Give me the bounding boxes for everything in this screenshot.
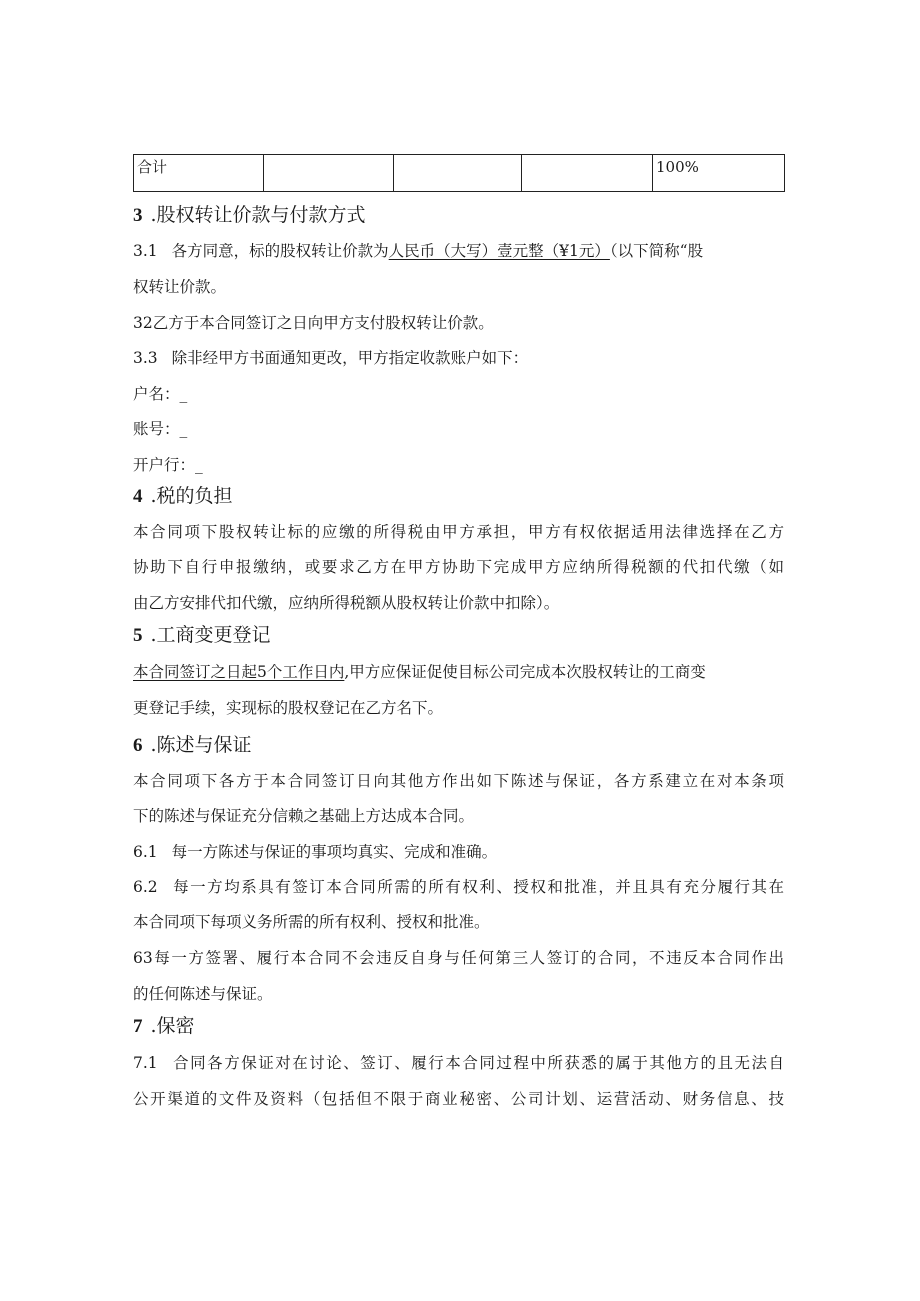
clause-text: 合同各方保证对在讨论、签订、履行本合同过程中所获悉的属于其他方的且无法自 xyxy=(171,1054,784,1072)
table-row xyxy=(134,155,785,192)
tax-line: 协助下自行申报缴纳，或要求乙方在甲方协助下完成甲方应纳所得税额的代扣代缴（如 xyxy=(133,558,784,576)
section-7-heading: 7 .保密 xyxy=(133,1015,195,1037)
tax-line: 由乙方安排代扣代缴，应纳所得税额从股权转让价款中扣除）。 xyxy=(133,594,560,612)
clause-6-2 xyxy=(133,876,784,898)
section-number: 6 xyxy=(133,735,143,756)
clause-text: 每一方陈述与保证的事项均真实、完成和准确。 xyxy=(171,843,498,861)
clause-number: 7.1 xyxy=(133,1054,158,1072)
clause-6-3-cont: 的任何陈述与保证。 xyxy=(133,985,273,1003)
table-cell xyxy=(522,155,653,192)
section-number: 5 xyxy=(133,625,143,646)
clause-text: ,甲方应保证促使目标公司完成本次股权转让的工商变 xyxy=(344,663,706,681)
clause-3-1 xyxy=(133,240,703,262)
section-number: 7 xyxy=(133,1016,143,1037)
clause-number: 3.3 xyxy=(133,349,158,367)
section-title: 税的负担 xyxy=(156,485,233,507)
clause-3-2: 32乙方于本合同签订之日向甲方支付股权转让价款。 xyxy=(133,314,494,332)
section-number: 3 xyxy=(133,205,143,226)
clause-6-2-cont: 本合同项下每项义务所需的所有权利、授权和批准。 xyxy=(133,913,490,931)
clause-text: （以下简称“股 xyxy=(609,242,704,260)
clause-7-1-cont: 公开渠道的文件及资料（包括但不限于商业秘密、公司计划、运营活动、财务信息、技 xyxy=(133,1090,784,1108)
account-name: 户名：_ xyxy=(133,385,188,403)
tax-line: 本合同项下股权转让标的应缴的所得税由甲方承担，甲方有权依据适用法律选择在乙方 xyxy=(133,523,784,541)
account-number: 账号：_ xyxy=(133,420,188,438)
total-table xyxy=(133,154,785,192)
table-cell xyxy=(264,155,394,192)
clause-6-3: 63每一方签署、履行本合同不会违反自身与任何第三人签订的合同，不违反本合同作出 xyxy=(133,949,784,967)
section-title: 工商变更登记 xyxy=(156,624,271,646)
section-number: 4 xyxy=(133,486,143,507)
table-cell-total-label: 合计 xyxy=(134,155,264,192)
deadline-text: 本合同签订之日起5个工作日内 xyxy=(133,663,345,681)
table-cell-percent: 100% xyxy=(653,155,785,192)
clause-7-1 xyxy=(133,1052,784,1074)
price-amount: 人民币（大写）壹元整（¥1元） xyxy=(388,242,610,260)
clause-number: 6.2 xyxy=(133,878,158,896)
clause-number: 3.1 xyxy=(133,242,158,260)
registration-line xyxy=(133,661,706,683)
section-4-heading: 4 .税的负担 xyxy=(133,485,233,507)
account-bank: 开户行：_ xyxy=(133,456,203,474)
section-title: 陈述与保证 xyxy=(156,734,252,756)
registration-line: 更登记手续，实现标的股权登记在乙方名下。 xyxy=(133,699,444,717)
section-5-heading: 5 .工商变更登记 xyxy=(133,624,271,646)
section-title: 股权转让价款与付款方式 xyxy=(156,204,366,226)
clause-3-1-cont: 权转让价款。 xyxy=(133,278,227,296)
table-cell xyxy=(394,155,522,192)
warranty-line: 下的陈述与保证充分信赖之基础上方达成本合同。 xyxy=(133,807,475,825)
section-6-heading: 6 .陈述与保证 xyxy=(133,734,252,756)
clause-text: 各方同意，标的股权转让价款为 xyxy=(171,242,389,260)
clause-6-1 xyxy=(133,841,497,863)
clause-number: 6.1 xyxy=(133,843,158,861)
clause-text: 除非经甲方书面通知更改，甲方指定收款账户如下： xyxy=(171,349,529,367)
section-3-heading: 3 .股权转让价款与付款方式 xyxy=(133,204,366,226)
clause-text: 每一方均系具有签订本合同所需的所有权利、授权和批准，并且具有充分履行其在 xyxy=(171,878,784,896)
section-title: 保密 xyxy=(156,1015,195,1037)
warranty-line: 本合同项下各方于本合同签订日向其他方作出如下陈述与保证，各方系建立在对本条项 xyxy=(133,772,784,790)
clause-3-3 xyxy=(133,347,528,369)
